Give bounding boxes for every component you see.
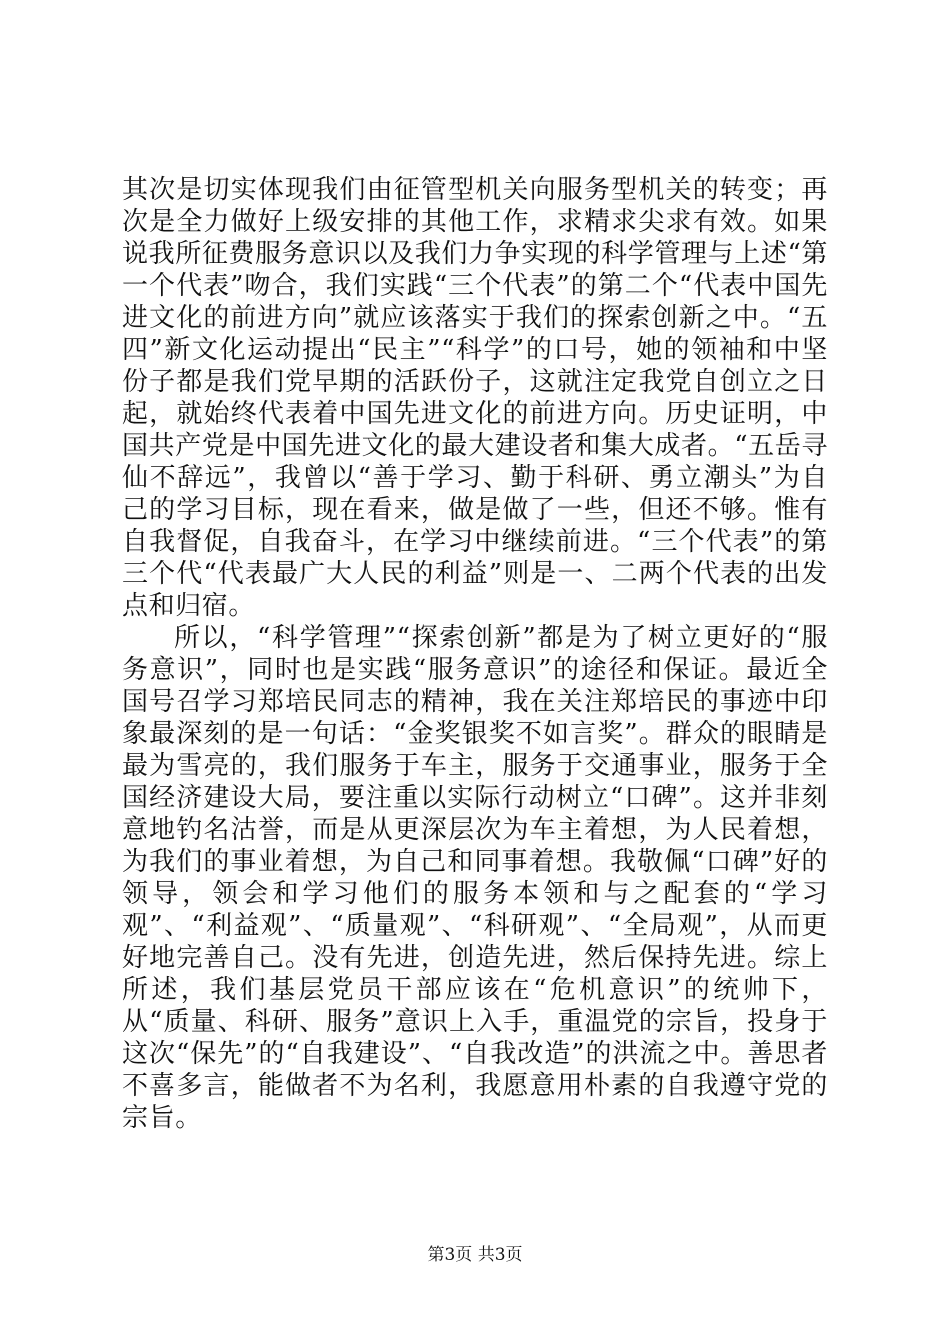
body-text: [122, 174, 828, 1134]
paragraph-2: 所以，“科学管理”“探索创新”都是为了树立更好的“服务意识”，同时也是实践“服务意识”的途径和保证。最近全国号召学习郑培民同志的精神，我在关注郑培民的事迹中印象最深刻的是一句话：“金奖银奖不如言奖”。群众的眼睛是最为雪亮的，我们服务于车主，服务于交通事业，服务于全国经济建设大局，要注重以实际行动树立“口碑”。这并非刻意地钓名沽誉，而是从更深层次为车主着想，为人民着想，为我们的事业着想，为自己和同事着想。我敬佩“口碑”好的领导，领会和学习他们的服务本领和与之配套的“学习观”、“利益观”、“质量观”、“科研观”、“全局观”，从而更好地完善自己。没有先进，创造先进，然后保持先进。综上所述，我们基层党员干部应该在“危机意识”的统帅下，从“质量、科研、服务”意识上入手，重温党的宗旨，投身于这次“保先”的“自我建设”、“自我改造”的洪流之中。善思者不喜多言，能做者不为名利，我愿意用朴素的自我遵守党的宗旨。: [122, 623, 828, 1133]
page-footer: 第3页 共3页: [427, 1245, 523, 1265]
paragraph-1: 其次是切实体现我们由征管型机关向服务型机关的转变；再次是全力做好上级安排的其他工作，求精求尖求有效。如果说我所征费服务意识以及我们力争实现的科学管理与上述“第一个代表”吻合，我们实践“三个代表”的第二个“代表中国先进文化的前进方向”就应该落实于我们的探索创新之中。“五四”新文化运动提出“民主”“科学”的口号，她的领袖和中坚份子都是我们党早期的活跃份子，这就注定我党自创立之日起，就始终代表着中国先进文化的前进方向。历史证明，中国共产党是中国先进文化的最大建设者和集大成者。“五岳寻仙不辞远”，我曾以“善于学习、勤于科研、勇立潮头”为自己的学习目标，现在看来，做是做了一些，但还不够。惟有自我督促，自我奋斗，在学习中继续前进。“三个代表”的第三个代“代表最广大人民的利益”则是一、二两个代表的出发点和归宿。: [122, 175, 828, 621]
